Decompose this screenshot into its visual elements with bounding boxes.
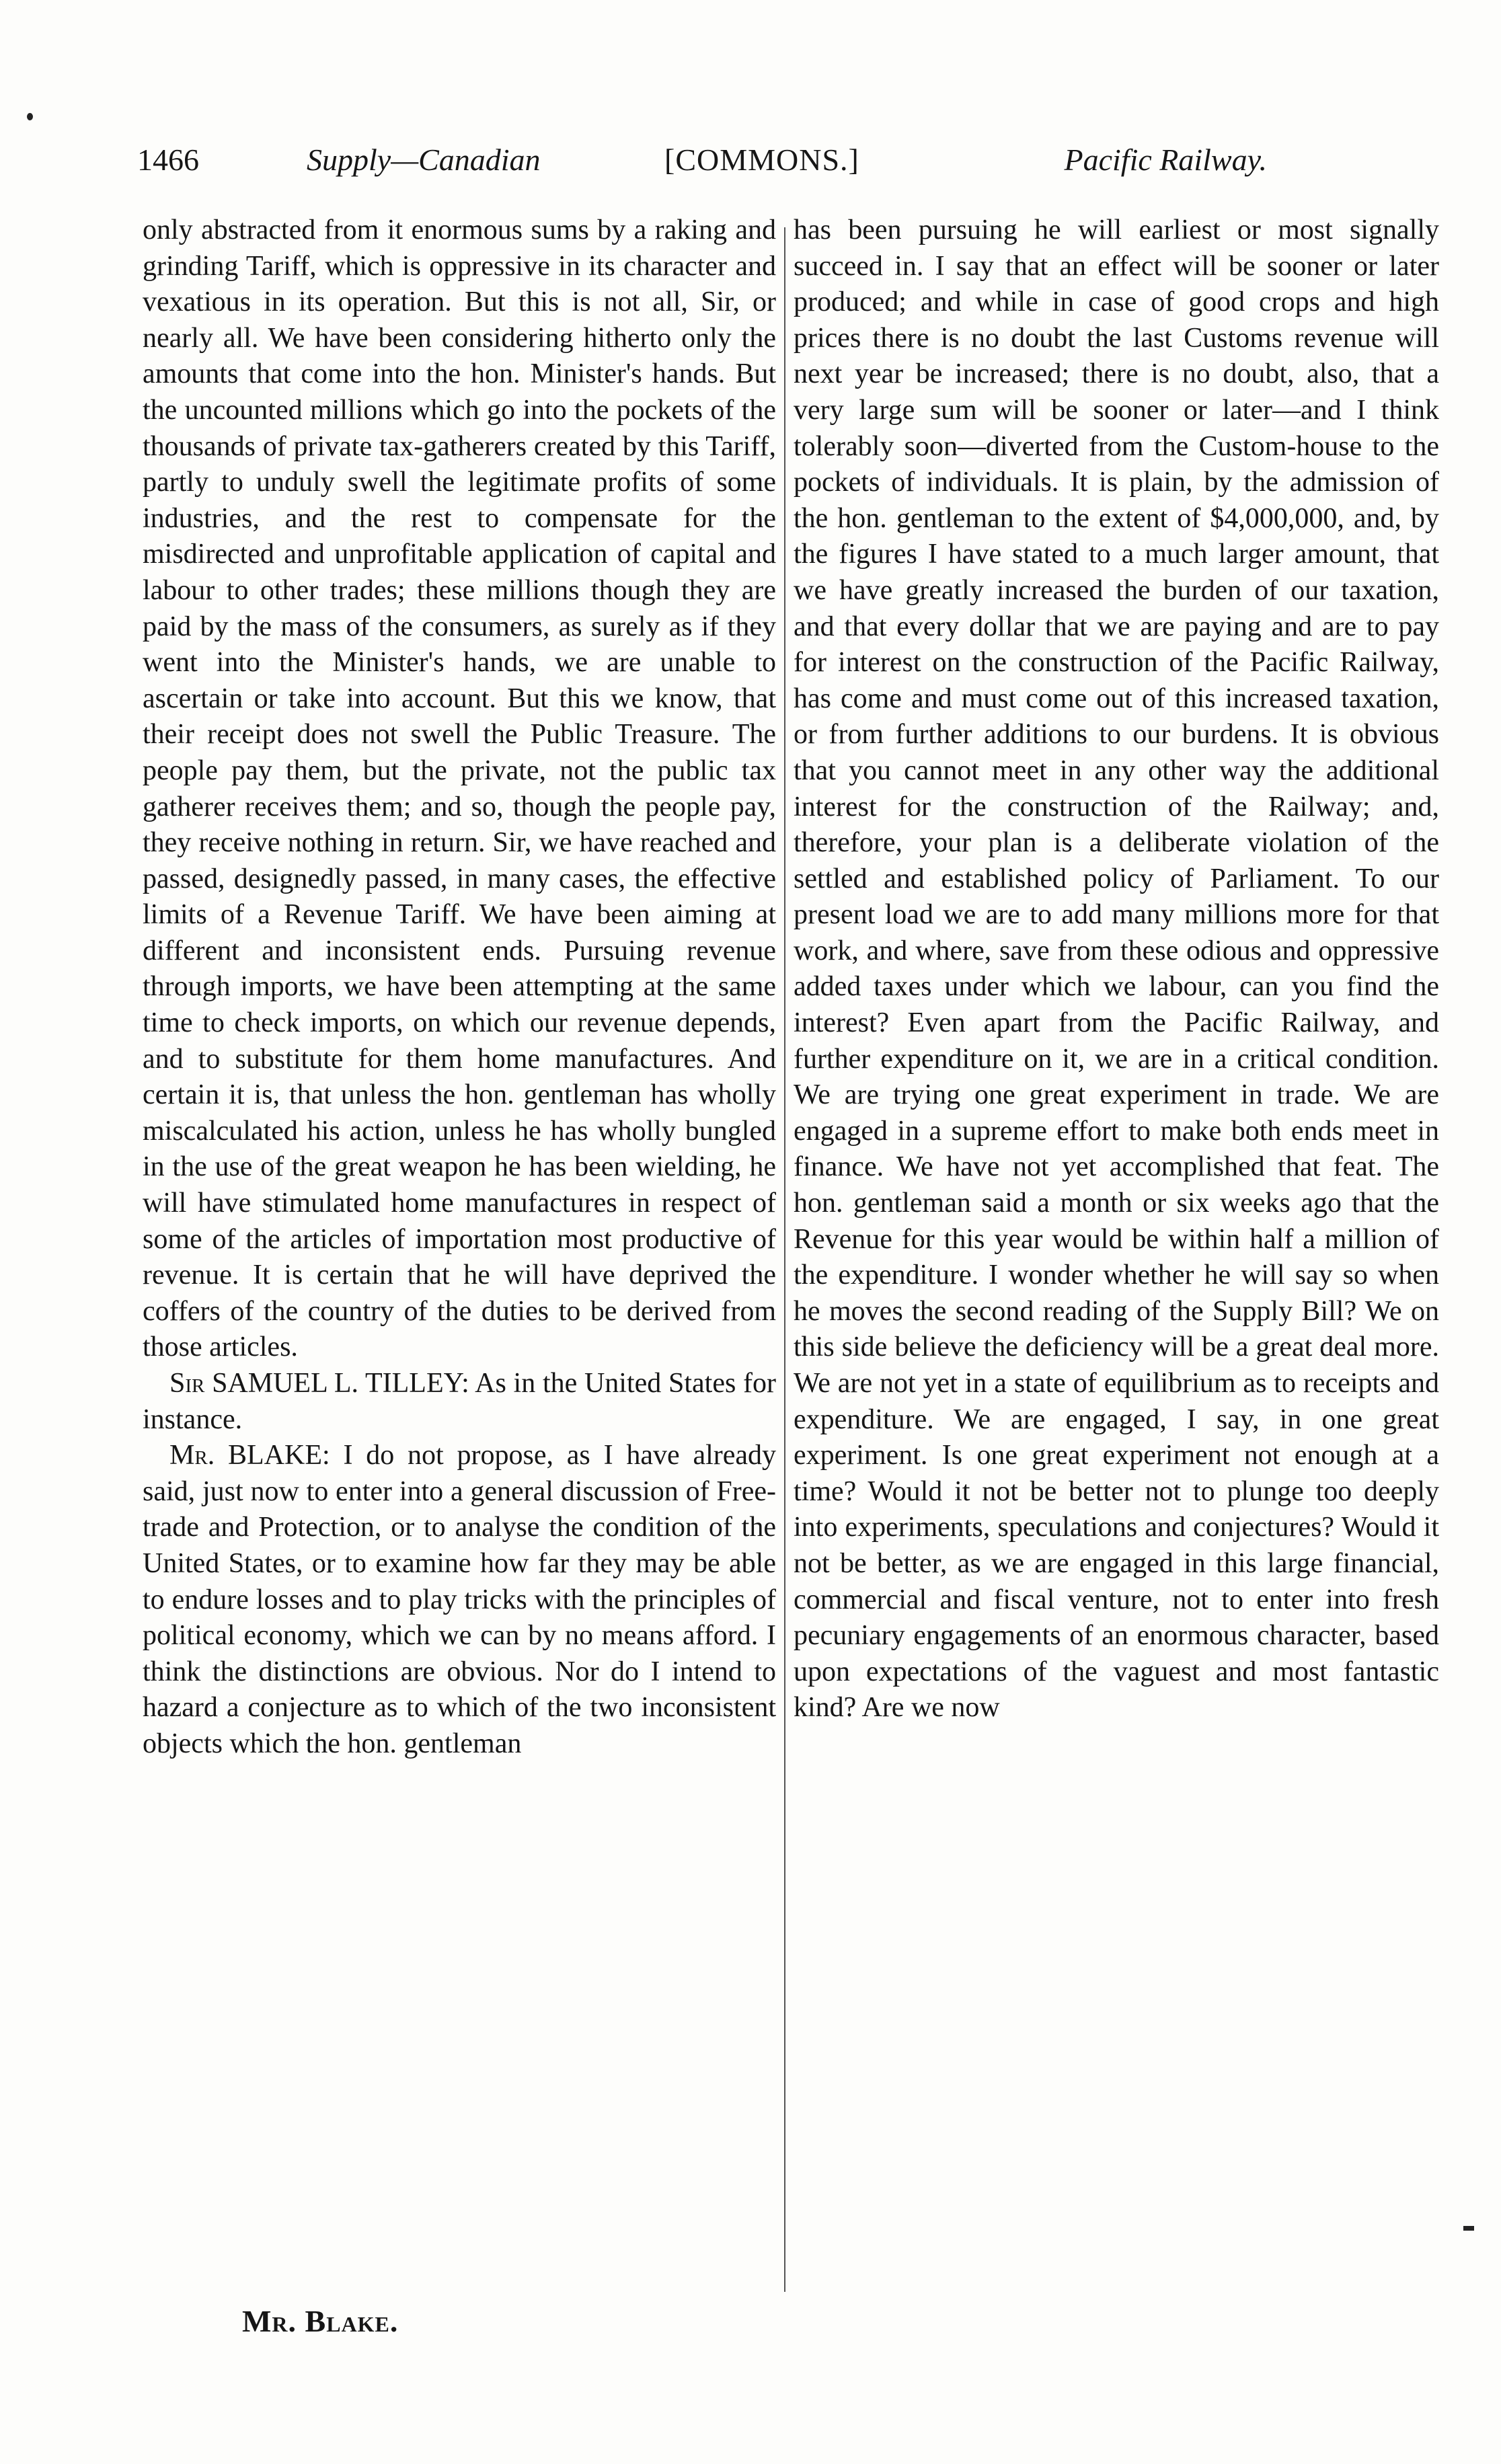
right-paragraph-1: has been pursuing he will earliest or most signally succeed in. I say that an effect will be sooner or later produced; and while in case of good crops and high prices there is no doubt the last Customs revenue will next year be increased; there is no doubt, also, that a very large sum will be sooner or later—and I think tolerably soon—diverted from the Custom-house to the pockets of individuals. It is plain, by the admission of the hon. gentleman to the extent of $4,000,000, and, by the figures I have stated to a much larger amount, that we have greatly increased the burden of our taxation, and that every dollar that we are paying and are to pay for interest on the construction of the Pacific Railway, has come and must come out of this increased taxation, or from further additions to our burdens. It is obvious that you cannot meet in any other way the additional interest for the construction of the Railway; and, therefore, your plan is a deliberate violation of the settled and established policy of Parliament. To our present load we are to add many millions more for that work, and where, save from these odious and oppressive added taxes under which we labour, can you find the interest? Even apart from the Pacific Railway, and further expenditure on it, we are in a critical condition. We are trying one great experiment in trade. We are engaged in a supreme effort to make both ends meet in finance. We have not yet accomplished that feat. The hon. gentleman said a month or six weeks ago that the Revenue for this year would be within half a million of the expenditure. I wonder whether he will say so when he moves the second reading of the Supply Bill? We on this side believe the deficiency will be a great deal more. We are not yet in a state of equilibrium as to receipts and expenditure. We are engaged, I say, in one great experiment. Is one great experiment not enough at a time? Would it not be better not to plunge too deeply into experiments, speculations and conjectures? Would it not be better, as we are engaged in this large financial, commercial and fiscal venture, not to enter into fresh pecuniary engagements of an enormous character, based upon expectations of the vaguest and most fantastic kind? Are we now: [794, 215, 1439, 1724]
blake-remark: I do not propose, as I have already said, just now to enter into a general discussion of Free-trade and Protection, or to analyse the condition of the United States, or to examine how far they may be able to endure losses and to play tricks with the principles of political economy, which we can by no means afford. I think the distinctions are obvious. Nor do I intend to hazard a conjecture as to which of the two inconsistent objects which the hon. gentleman: [143, 1440, 777, 1759]
tilley-remark: As in the United States for instance.: [143, 1368, 777, 1435]
right-column: [794, 213, 1439, 1726]
header-left-title: Supply—Canadian: [307, 143, 541, 177]
column-divider: [784, 227, 785, 2292]
left-paragraph-1: only abstracted from it enormous sums by a raking and grinding Tariff, which is oppressive in its character and vexatious in its operation. But this is not all, Sir, or nearly all. We have been considering hitherto only the amounts that come into the hon. Minister's hands. But the uncounted millions which go into the pockets of the thousands of private tax-gatherers created by this Tariff, partly to unduly swell the legitimate profits of some industries, and the rest to compensate for the misdirected and unprofitable application of capital and labour to other trades; these millions though they are paid by the mass of the consumers, as surely as if they went into the Minister's hands, we are unable to ascertain or take into account. But this we know, that their receipt does not swell the Public Treasure. The people pay them, but the private, not the public tax gatherer receives them; and so, though the people pay, they receive nothing in return. Sir, we have reached and passed, designedly passed, in many cases, the effective limits of a Revenue Tariff. We have been aiming at different and inconsistent ends. Pursuing revenue through imports, we have been attempting at the same time to check imports, on which our revenue depends, and to substitute for them home manufactures. And certain it is, that unless the hon. gentleman has wholly miscalculated his action, unless he has wholly bungled in the use of the great weapon he has been wielding, he will have stimulated home manufactures in respect of some of the articles of importation most productive of revenue. It is certain that he will have deprived the coffers of the country of the duties to be derived from those articles.: [143, 215, 776, 1363]
stray-ink-mark: [27, 113, 33, 120]
left-paragraph-2: [143, 1366, 776, 1438]
left-paragraph-3: [143, 1438, 776, 1762]
speaker-blake: Mr. BLAKE:: [169, 1440, 330, 1471]
margin-dash-mark: [1463, 2226, 1474, 2231]
left-column: [143, 213, 776, 1763]
header-right-title: Pacific Railway.: [1064, 143, 1267, 177]
header-center-title: [COMMONS.]: [664, 143, 859, 177]
speaker-tilley: Sir SAMUEL L. TILLEY:: [169, 1368, 469, 1399]
footer-signature: Mr. Blake.: [242, 2304, 399, 2338]
running-header: [137, 139, 1267, 182]
page-number: 1466: [137, 143, 199, 177]
